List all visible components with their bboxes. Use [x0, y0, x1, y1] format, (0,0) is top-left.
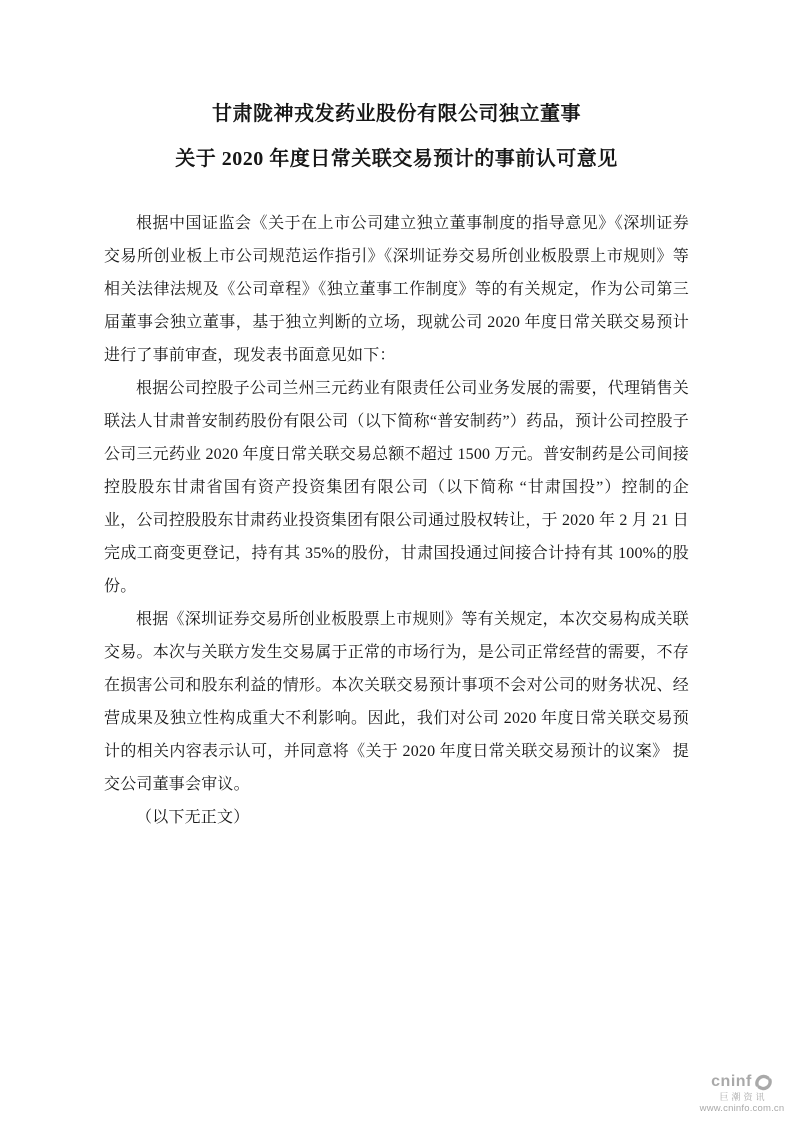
cninfo-watermark — [696, 1074, 788, 1114]
title-line-1: 甘肃陇神戎发药业股份有限公司独立董事 — [212, 103, 581, 125]
paragraph-transaction-detail: 根据公司控股子公司兰州三元药业有限责任公司业务发展的需要，代理销售关联法人甘肃普安制药股份有限公司（以下简称“普安制药”）药品，预计公司控股子公司三元药业 2020 年度日常关联交易总额不超过 1500 万元。普安制药是公司间接控股股东甘肃省国有资产投资集团有限公司（以下简称 “甘肃国投”）控制的企业，公司控股股东甘肃药业投资集团有限公司通过股权转让，于 2020 年 2 月 21 日完成工商变更登记，持有其 35%的股份，甘肃国投通过间接合计持有其 100%的股份。 — [104, 380, 689, 595]
title-line-2: 关于 2020 年度日常关联交易预计的事前认可意见 — [175, 148, 618, 170]
cninfo-logo-url: www.cninfo.com.cn — [699, 1102, 785, 1114]
paragraph-legal-basis: 根据中国证监会《关于在上市公司建立独立董事制度的指导意见》《深圳证券交易所创业板上市公司规范运作指引》《深圳证券交易所创业板股票上市规则》等相关法律法规及《公司章程》《独立董事工作制度》等的有关规定，作为公司第三届董事会独立董事，基于独立判断的立场，现就公司 2020 年度日常关联交易预计进行了事前审查，现发表书面意见如下： — [104, 215, 689, 364]
cninfo-logo-subtitle: 巨潮资讯 — [719, 1091, 768, 1102]
paragraph-no-more-text: （以下无正文） — [136, 809, 250, 826]
cninfo-logo — [696, 1074, 788, 1091]
document-title — [0, 92, 793, 182]
cninfo-swirl-icon — [754, 1074, 773, 1091]
paragraph-opinion: 根据《深圳证券交易所创业板股票上市规则》等有关规定，本次交易构成关联交易。本次与关联方发生交易属于正常的市场行为，是公司正常经营的需要，不存在损害公司和股东利益的情形。本次关联交易预计事项不会对公司的财务状况、经营成果及独立性构成重大不利影响。因此，我们对公司 2020 年度日常关联交易预计的相关内容表示认可，并同意将《关于 2020 年度日常关联交易预计的议案》 提交公司董事会审议。 — [104, 611, 689, 793]
document-body — [104, 207, 689, 834]
cninfo-logo-text: cninf — [711, 1073, 752, 1090]
